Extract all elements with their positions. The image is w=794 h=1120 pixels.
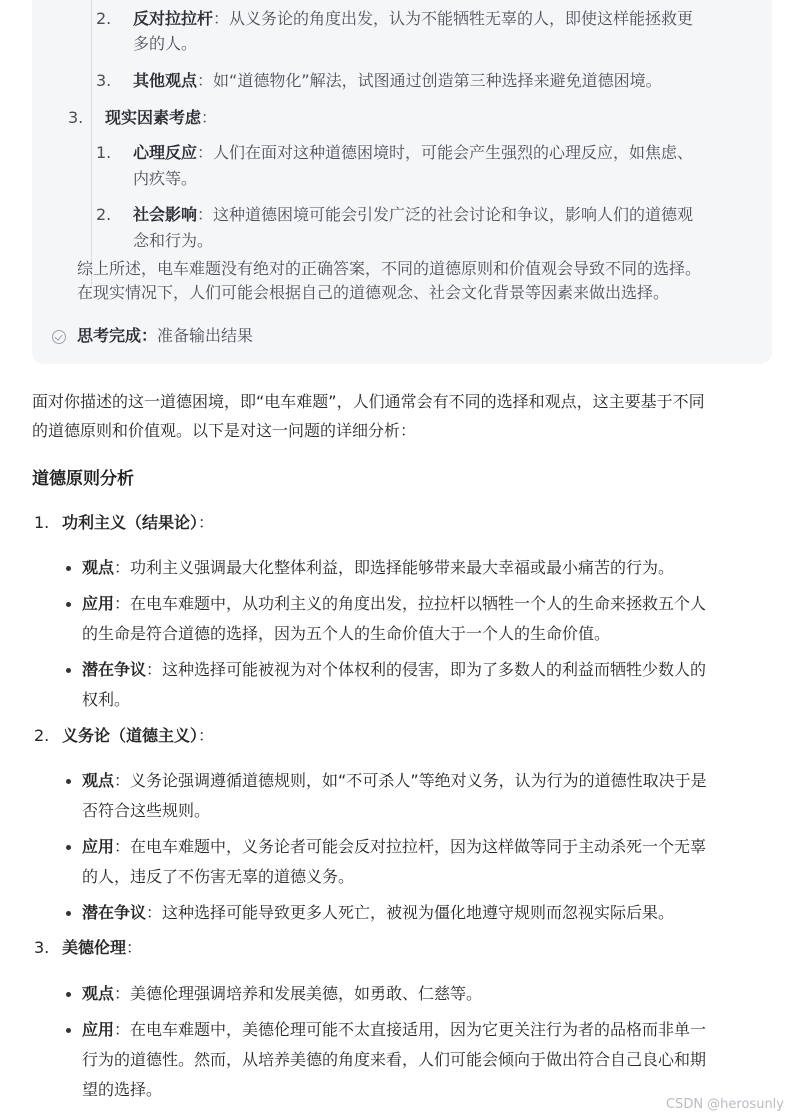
bullet-item-cont: 行为的道德性。然而，从培养美德的角度来看，人们可能会倾向于做出符合自己良心和期 xyxy=(82,1050,707,1069)
thinking-item: 社会影响：这种道德困境可能会引发广泛的社会讨论和争议，影响人们的道德观 xyxy=(133,205,694,224)
answer-intro: 面对你描述的这一道德困境，即“电车难题”，人们通常会有不同的选择和观点，这主要基于不同 xyxy=(32,392,705,411)
item-number: 3. xyxy=(68,108,84,127)
section-title: 功利主义（结果论）： xyxy=(62,513,215,532)
bullet-item: 应用：在电车难题中，义务论者可能会反对拉拉杆，因为这样做等同于主动杀死一个无辜 xyxy=(82,837,707,856)
bullet-item-cont: 权利。 xyxy=(82,690,131,709)
thinking-item: 其他观点：如“道德物化”解法，试图通过创造第三种选择来避免道德困境。 xyxy=(133,71,662,90)
thinking-summary: 在现实情况下，人们可能会根据自己的道德观念、社会文化背景等因素来做出选择。 xyxy=(77,283,670,302)
thinking-section-title: 现实因素考虑： xyxy=(105,108,218,127)
section-title: 义务论（道德主义）： xyxy=(62,726,215,745)
item-number: 3. xyxy=(96,71,112,90)
section-title: 美德伦理： xyxy=(62,938,143,957)
thinking-item-cont: 念和行为。 xyxy=(133,231,214,250)
answer-intro: 的道德原则和价值观。以下是对这一问题的详细分析： xyxy=(32,421,417,440)
bullet-item-cont: 的生命是符合道德的选择，因为五个人的生命价值大于一个人的生命价值。 xyxy=(82,624,611,643)
bullet-dot xyxy=(66,602,71,607)
item-number: 2. xyxy=(96,9,112,28)
section-number: 2. xyxy=(34,726,50,745)
bullet-item-cont: 望的选择。 xyxy=(82,1080,163,1099)
item-number: 2. xyxy=(96,205,112,224)
bullet-dot xyxy=(66,668,71,673)
check-circle-icon xyxy=(52,330,66,344)
bullet-item-cont: 否符合这些规则。 xyxy=(82,801,211,820)
thinking-rail xyxy=(91,0,92,285)
thinking-item: 反对拉拉杆：从义务论的角度出发，认为不能牺牲无辜的人，即使这样能拯救更 xyxy=(133,9,694,28)
watermark-text: CSDN @herosunly xyxy=(665,1097,784,1112)
bullet-dot xyxy=(66,1028,71,1033)
thinking-summary: 综上所述，电车难题没有绝对的正确答案，不同的道德原则和价值观会导致不同的选择。 xyxy=(77,259,702,278)
section-number: 1. xyxy=(34,513,50,532)
answer-heading: 道德原则分析 xyxy=(32,469,134,489)
bullet-dot xyxy=(66,845,71,850)
bullet-item: 观点：美德伦理强调培养和发展美德，如勇敢、仁慈等。 xyxy=(82,984,483,1003)
thinking-status[interactable]: 思考完成：准备输出结果 xyxy=(77,326,254,345)
thinking-item-cont: 内疚等。 xyxy=(133,169,198,188)
bullet-item: 应用：在电车难题中，美德伦理可能不太直接适用，因为它更关注行为者的品格而非单一 xyxy=(82,1020,707,1039)
bullet-item-cont: 的人，违反了不伤害无辜的道德义务。 xyxy=(82,867,355,886)
bullet-item: 应用：在电车难题中，从功利主义的角度出发，拉拉杆以牺牲一个人的生命来拯救五个人 xyxy=(82,594,707,613)
bullet-dot xyxy=(66,566,71,571)
bullet-item: 观点：义务论强调遵循道德规则，如“不可杀人”等绝对义务，认为行为的道德性取决于是 xyxy=(82,771,707,790)
section-number: 3. xyxy=(34,938,50,957)
bullet-item: 潜在争议：这种选择可能被视为对个体权利的侵害，即为了多数人的利益而牺牲少数人的 xyxy=(82,660,707,679)
thinking-item-cont: 多的人。 xyxy=(133,34,198,53)
bullet-item: 观点：功利主义强调最大化整体利益，即选择能够带来最大幸福或最小痛苦的行为。 xyxy=(82,558,675,577)
item-number: 1. xyxy=(96,143,112,162)
bullet-dot xyxy=(66,911,71,916)
thinking-item: 心理反应：人们在面对这种道德困境时，可能会产生强烈的心理反应，如焦虑、 xyxy=(133,143,694,162)
bullet-dot xyxy=(66,992,71,997)
bullet-dot xyxy=(66,779,71,784)
bullet-item: 潜在争议：这种选择可能导致更多人死亡，被视为僵化地遵守规则而忽视实际后果。 xyxy=(82,903,675,922)
